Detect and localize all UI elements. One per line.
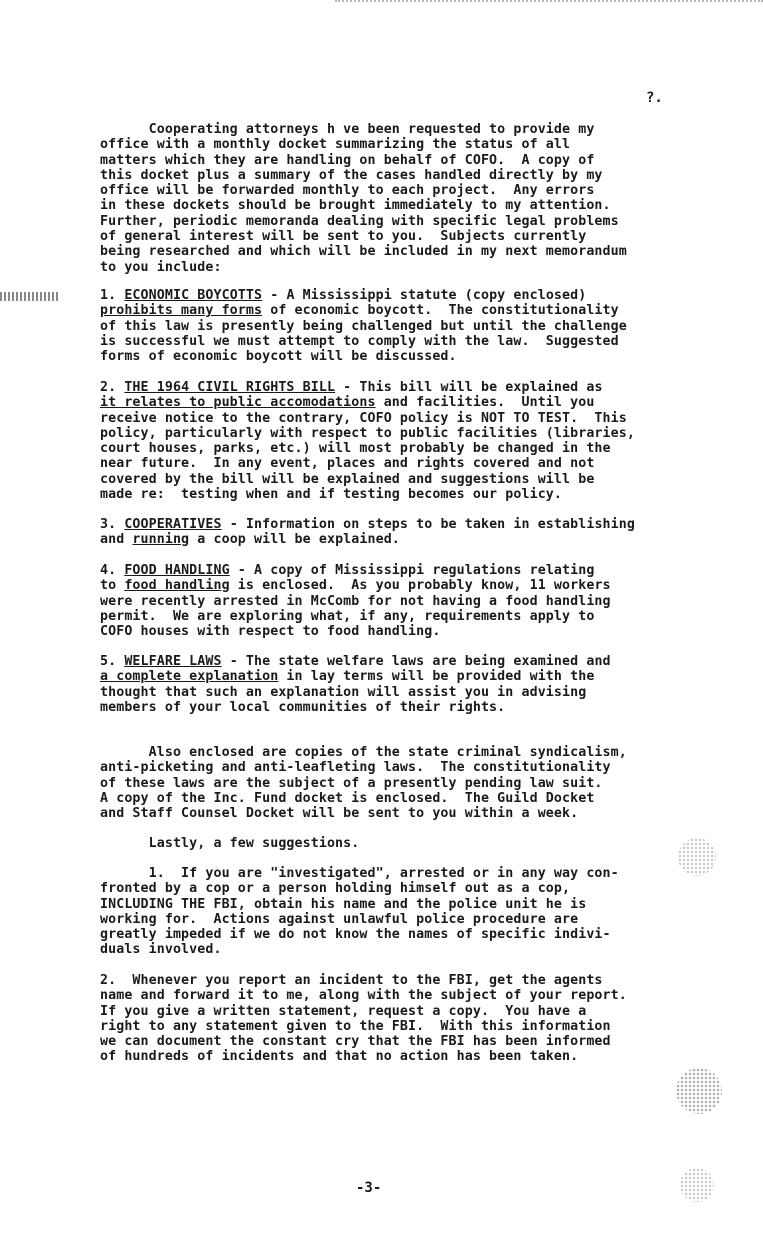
margin-mark bbox=[0, 292, 58, 301]
enclosures-paragraph: Also enclosed are copies of the state criminal syndicalism, anti-picketing and anti-leafleting laws. The constitutionality of these laws are the subject of a presently pending law suit. A copy of the Inc. Fund docket is enclosed. The Guild Docket and Staff Counsel Docket will be sent to you within a week. bbox=[100, 745, 627, 822]
stamp-mark bbox=[676, 1068, 722, 1114]
scan-edge-dots bbox=[335, 0, 763, 6]
stamp-mark bbox=[678, 838, 716, 876]
item-text: - This bill will be explained as bbox=[343, 380, 603, 395]
item-text: - A Mississippi statute (copy enclosed) bbox=[270, 288, 587, 303]
item-economic-boycotts bbox=[100, 288, 627, 364]
stamp-mark bbox=[680, 1168, 714, 1202]
item-heading: FOOD HANDLING bbox=[124, 563, 230, 578]
item-food-handling bbox=[100, 563, 611, 639]
page-number-footer: -3- bbox=[356, 1180, 382, 1196]
item-number: 3. bbox=[100, 517, 117, 532]
item-underlined-text: prohibits many forms bbox=[100, 303, 263, 319]
item-text: - A copy of Mississippi regulations relating to bbox=[100, 563, 595, 594]
item-civil-rights-bill bbox=[100, 380, 635, 502]
item-text: - Information on steps to be taken in establishing and bbox=[100, 517, 635, 548]
lastly-line: Lastly, a few suggestions. bbox=[100, 836, 360, 851]
page-number-top: ?. bbox=[646, 90, 663, 106]
item-welfare-laws bbox=[100, 654, 611, 715]
intro-paragraph: Cooperating attorneys h ve been requested to provide my office with a monthly docket summarizing the status of all matters which they are handling on behalf of COFO. A copy of this docket plus a summary of the cases handled directly by my office will be forwarded monthly to each project. Any errors in these dockets should be brought immediately to my attention. Further, periodic memoranda dealing with specific legal problems of general interest will be sent to you. Subjects currently being researched and which will be included in my next memorandum to you include: bbox=[100, 122, 627, 275]
suggestion-1: 1. If you are "investigated", arrested or in any way con- fronted by a cop or a person holding himself out as a cop, INCLUDING THE FBI, obtain his name and the police unit he is working for. Actions against unlawful police procedure are greatly impeded if we do not know the names of specific indivi- duals involved. bbox=[100, 866, 619, 958]
item-underlined-text: running bbox=[132, 532, 190, 548]
suggestion-2: 2. Whenever you report an incident to the FBI, get the agents name and forward it to me, along with the subject of your report. If you give a written statement, request a copy. You have a right to any statement given to the FBI. With this information we can document the constant cry that the FBI has been informed of hundreds of incidents and that no action has been taken. bbox=[100, 973, 627, 1065]
item-text: in lay terms will be provided with the thought that such an explanation will assist you in advising members of your local communities of their rights. bbox=[100, 669, 595, 715]
item-heading: ECONOMIC BOYCOTTS bbox=[124, 288, 263, 303]
item-number: 4. bbox=[100, 563, 117, 578]
item-heading: THE 1964 CIVIL RIGHTS BILL bbox=[124, 380, 336, 395]
item-text: a coop will be explained. bbox=[189, 532, 400, 548]
item-text: and facilities. Until you receive notice to the contrary, COFO policy is NOT TO TEST. This policy, particularly with respect to public facilities (libraries, court houses, parks, etc.) will most probably be changed in the near future. In any event, places and rights covered and not covered by the bill will be explained and suggestions will be made re: testing when and if testing becomes our policy. bbox=[100, 395, 635, 503]
item-text: - The state welfare laws are being examined and bbox=[229, 654, 611, 669]
item-number: 1. bbox=[100, 288, 117, 303]
item-text: is enclosed. As you probably know, 11 workers were recently arrested in McComb for not having a food handling permit. We are exploring what, if any, requirements apply to COFO houses with respect to food handling. bbox=[100, 578, 611, 640]
item-underlined-text: food handling bbox=[124, 578, 230, 594]
item-cooperatives bbox=[100, 517, 635, 548]
item-underlined-text: a complete explanation bbox=[100, 669, 279, 685]
item-underlined-text: it relates to public accomodations bbox=[100, 395, 376, 411]
item-heading: COOPERATIVES bbox=[124, 517, 222, 532]
item-number: 5. bbox=[100, 654, 117, 669]
item-number: 2. bbox=[100, 380, 117, 395]
item-text: of economic boycott. The constitutionality of this law is presently being challenged but until the challenge is successful we must attempt to comply with the law. Suggested forms of economic boycott will be discussed. bbox=[100, 303, 627, 365]
item-heading: WELFARE LAWS bbox=[124, 654, 222, 669]
